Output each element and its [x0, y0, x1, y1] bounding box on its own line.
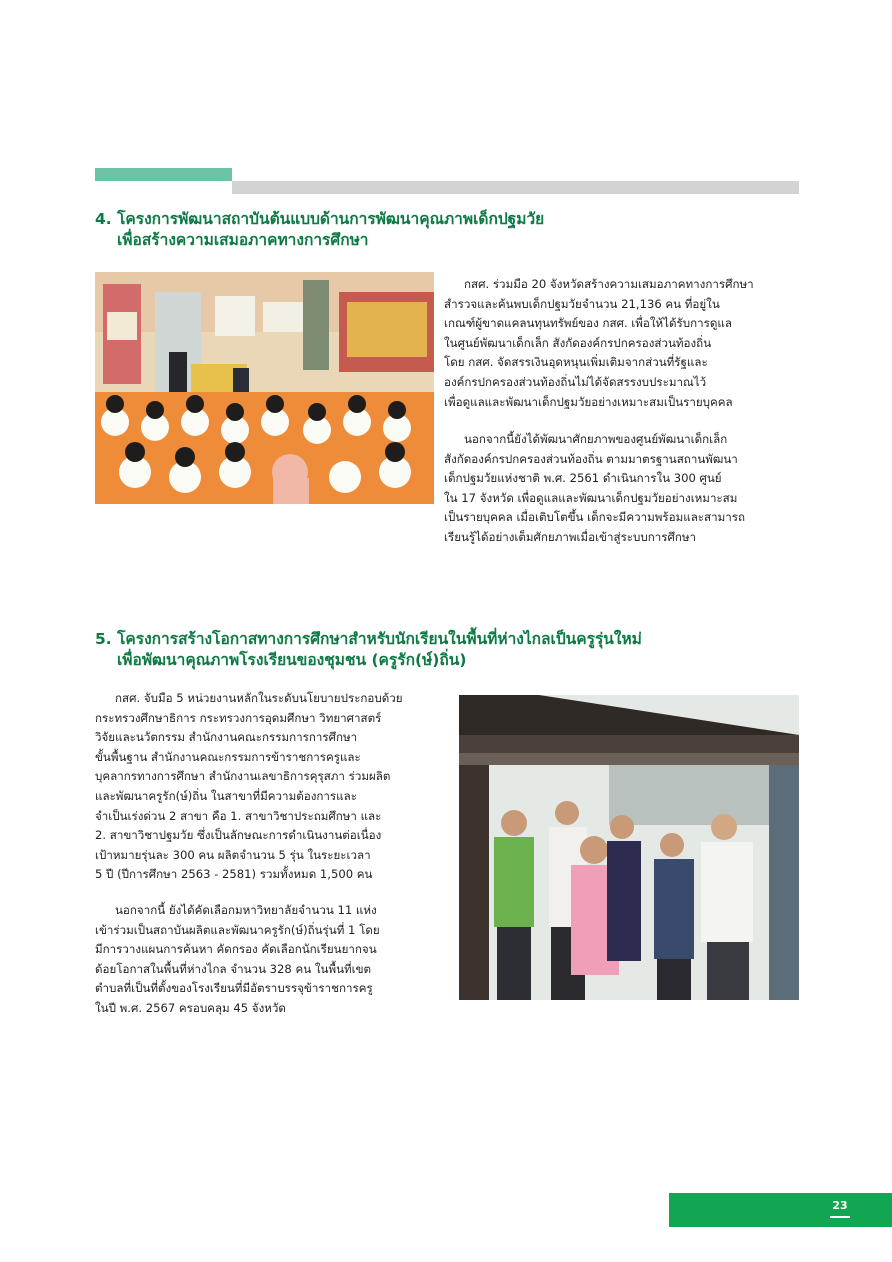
- text-line: 2. สาขาวิชาปฐมวัย ซึ่งเป็นลักษณะการดำเนินงานต่อเนื่อง: [95, 828, 382, 843]
- text-line: เป้าหมายรุ่นละ 300 คน ผลิตจำนวน 5 รุ่น ในระยะเวลา: [95, 847, 371, 862]
- text-line: ด้อยโอกาสในพื้นที่ห่างไกล จำนวน 328 คน ในพื้นที่เขต: [95, 961, 372, 976]
- text-line: กระทรวงศึกษาธิการ กระทรวงการอุดมศึกษา วิทยาศาสตร์: [95, 710, 382, 725]
- text-line: ตำบลที่เป็นที่ตั้งของโรงเรียนที่มีอัตราบรรจุข้าราชการครู: [95, 981, 373, 996]
- text-line: เด็กปฐมวัยแห่งชาติ พ.ศ. 2561 ดำเนินการใน 300 ศูนย์: [444, 471, 722, 486]
- text-line: เป็นรายบุคคล เมื่อเติบโตขึ้น เด็กจะมีความพร้อมและสามารถ: [444, 510, 746, 525]
- text-line: โดย กสศ. จัดสรรเงินอุดหนุนเพิ่มเติมจากส่วนที่รัฐและ: [444, 355, 708, 370]
- text-line: ในปี พ.ศ. 2567 ครอบคลุม 45 จังหวัด: [95, 1000, 286, 1015]
- text-line: ในศูนย์พัฒนาเด็กเล็ก สังกัดองค์กรปกครองส่วนท้องถิ่น: [444, 335, 712, 350]
- text-line: จำเป็นเร่งด่วน 2 สาขา คือ 1. สาขาวิชาประถมศึกษา และ: [95, 808, 382, 823]
- text-line: สังกัดองค์กรปกครองส่วนท้องถิ่น ตามมาตรฐานสถานพัฒนา: [444, 451, 738, 466]
- text-line: บุคลากรทางการศึกษา สำนักงานเลขาธิการคุรุสภา ร่วมผลิต: [95, 769, 391, 784]
- section-4-heading: [95, 209, 544, 251]
- text-line: 5 ปี (ปีการศึกษา 2563 - 2581) รวมทั้งหมด 1,500 คน: [95, 867, 373, 882]
- text-line: มีการวางแผนการค้นหา คัดกรอง คัดเลือกนักเรียนยากจน: [95, 942, 377, 957]
- text-line: องค์กรปกครองส่วนท้องถิ่นไม่ได้จัดสรรงบประมาณไว้: [444, 374, 707, 389]
- text-line: วิจัยและนวัตกรรม สำนักงานคณะกรรมการการศึกษา: [95, 730, 358, 745]
- header-rule-bar: [232, 181, 799, 194]
- text-line: เกณฑ์ผู้ขาดแคลนทุนทรัพย์ของ กสศ. เพื่อให้ได้รับการดูแล: [444, 316, 732, 331]
- text-line: ขั้นพื้นฐาน สำนักงานคณะกรรมการข้าราชการครูและ: [95, 749, 361, 764]
- section-5-paragraph-2: [95, 901, 435, 1019]
- page-number-underline: [830, 1216, 850, 1218]
- text-line: เรียนรู้ได้อย่างเต็มศักยภาพเมื่อเข้าสู่ระบบการศึกษา: [444, 529, 697, 544]
- header-accent-bar: [95, 168, 232, 181]
- page-number: 23: [832, 1199, 848, 1212]
- text-line: ใน 17 จังหวัด เพื่อดูแลและพัฒนาเด็กปฐมวัยอย่างเหมาะสม: [444, 490, 738, 505]
- text-line: สำรวจและค้นพบเด็กปฐมวัยจำนวน 21,136 คน ที่อยู่ใน: [444, 296, 720, 311]
- text-line: กสศ. ร่วมมือ 20 จังหวัดสร้างความเสมอภาคทางการศึกษา: [464, 277, 754, 291]
- section-5-heading: [95, 629, 642, 671]
- text-line: และพัฒนาครูรัก(ษ์)ถิ่น ในสาขาที่มีความต้องการและ: [95, 788, 357, 803]
- section-5-paragraph-1: [95, 689, 435, 885]
- text-line: เพื่อดูแลและพัฒนาเด็กปฐมวัยอย่างเหมาะสมเป็นรายบุคคล: [444, 394, 733, 409]
- section-4-heading-line1: 4. โครงการพัฒนาสถาบันต้นแบบด้านการพัฒนาคุณภาพเด็กปฐมวัย: [95, 210, 545, 228]
- section-5-heading-line2: เพื่อพัฒนาคุณภาพโรงเรียนของชุมชน (ครูรัก(ษ์)ถิ่น): [117, 651, 467, 669]
- section-4-paragraph-1: [444, 275, 800, 412]
- text-line: นอกจากนี้ ยังได้คัดเลือกมหาวิทยาลัยจำนวน 11 แห่ง: [115, 903, 377, 917]
- classroom-photo: [95, 272, 434, 504]
- text-line: เข้าร่วมเป็นสถาบันผลิตและพัฒนาครูรัก(ษ์)ถิ่นรุ่นที่ 1 โดย: [95, 922, 380, 937]
- section-4-paragraph-2: [444, 430, 800, 548]
- text-line: นอกจากนี้ยังได้พัฒนาศักยภาพของศูนย์พัฒนาเด็กเล็ก: [464, 432, 728, 446]
- text-line: กสศ. จับมือ 5 หน่วยงานหลักในระดับนโยบายประกอบด้วย: [115, 691, 403, 705]
- community-photo: [459, 695, 799, 1000]
- section-4-heading-line2: เพื่อสร้างความเสมอภาคทางการศึกษา: [117, 231, 369, 249]
- section-5-heading-line1: 5. โครงการสร้างโอกาสทางการศึกษาสำหรับนักเรียนในพื้นที่ห่างไกลเป็นครูรุ่นใหม่: [95, 630, 642, 648]
